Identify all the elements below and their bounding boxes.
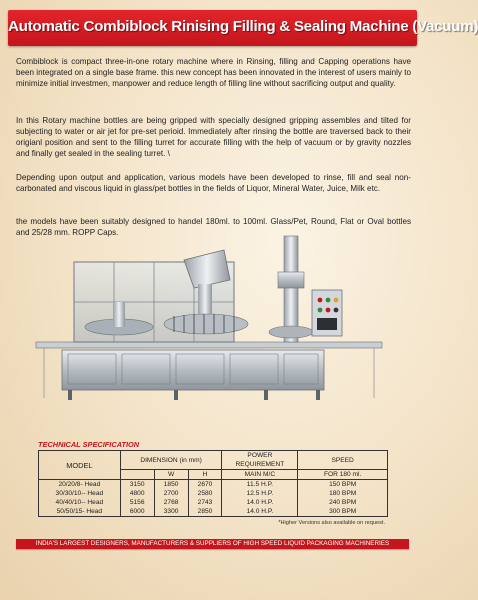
power-subheader: MAIN M/C [222,470,298,480]
dimension-header: DIMENSION (in mm) [120,451,222,470]
width-cell: 2768 [154,498,188,507]
speed-header: SPEED [298,451,388,470]
spec-heading: TECHNICAL SPECIFICATION [38,440,140,449]
model-cell: 50/50/15- Head [39,507,121,517]
width-cell: 2700 [154,489,188,498]
model-header: MODEL [39,451,121,480]
power-cell: 12.5 H.P. [222,489,298,498]
length-cell: 4800 [120,489,154,498]
height-cell: 2670 [188,480,222,490]
spec-header-row [39,451,388,470]
width-cell: 1850 [154,480,188,490]
dimension-h-subheader: H [188,470,222,480]
model-cell: 30/30/10-- Head [39,489,121,498]
intro-paragraph: Combiblock is compact three-in-one rotary machine where in Rinsing, filling and Capping operations have been integrated on a single base frame. this new concept has been innovated in the interest of users mainly to minimize initial investmen, manpower and reduce length of filling line without sacrificing output and quality. [16,57,411,88]
speed-cell: 300 BPM [298,507,388,517]
height-cell: 2580 [188,489,222,498]
machine-image [34,232,384,412]
table-row [39,507,388,517]
speed-subheader: FOR 180 ml. [298,470,388,480]
table-row [39,480,388,490]
bottle-range-paragraph: the models have been suitably designed to handel 180ml. to 100ml. Glass/Pet, Round, Flat or Oval bottles and 25/28 mm. ROPP Caps. [16,217,411,237]
spec-table [38,450,388,517]
length-cell: 3150 [120,480,154,490]
width-cell: 3300 [154,507,188,517]
dimension-w-subheader: W [154,470,188,480]
power-cell: 11.5 H.P. [222,480,298,490]
height-cell: 2743 [188,498,222,507]
model-cell: 20/20/8- Head [39,480,121,490]
power-cell: 14.0 H.P. [222,507,298,517]
process-paragraph: In this Rotary machine bottles are being gripped with specially designed gripping assembles and tilted for subjecting to water or air jet for pre-set perioid. Immediately after rinsing the bottle are traversed back to their origianl position and sent to the filling turret for accurate filling with the help of vacuum or by gravity nozzles and finally get sealed in the sealing turret. \ [16,116,411,158]
page-title: Automatic Combiblock Rinising Filling & Sealing Machine (Vacuum) [8,18,478,35]
power-cell: 14.0 H.P. [222,498,298,507]
model-cell: 40/40/10-- Head [39,498,121,507]
title-banner [8,10,478,46]
length-cell: 6000 [120,507,154,517]
power-header: POWER REQUIREMENT [222,451,298,470]
footer-banner [16,539,409,549]
footer-tagline: INDIA'S LARGEST DESIGNERS, MANUFACTURERS & SUPPLIERS OF HIGH SPEED LIQUID PACKAGING MACHINERIES [35,540,390,547]
table-row [39,498,388,507]
versions-note: *Higher Versions also available on request. [278,520,385,526]
speed-cell: 150 BPM [298,480,388,490]
table-row [39,489,388,498]
speed-cell: 180 BPM [298,489,388,498]
length-cell: 5156 [120,498,154,507]
height-cell: 2850 [188,507,222,517]
speed-cell: 240 BPM [298,498,388,507]
dimension-l-subheader [120,470,154,480]
models-paragraph: Depending upon output and application, various models have been developed to rinse, fill and seal non-carbonated and viscous liquid in glass/pet bottles in the fields of Liquor, Mineral Water, Juice, Milk etc. [16,173,411,193]
